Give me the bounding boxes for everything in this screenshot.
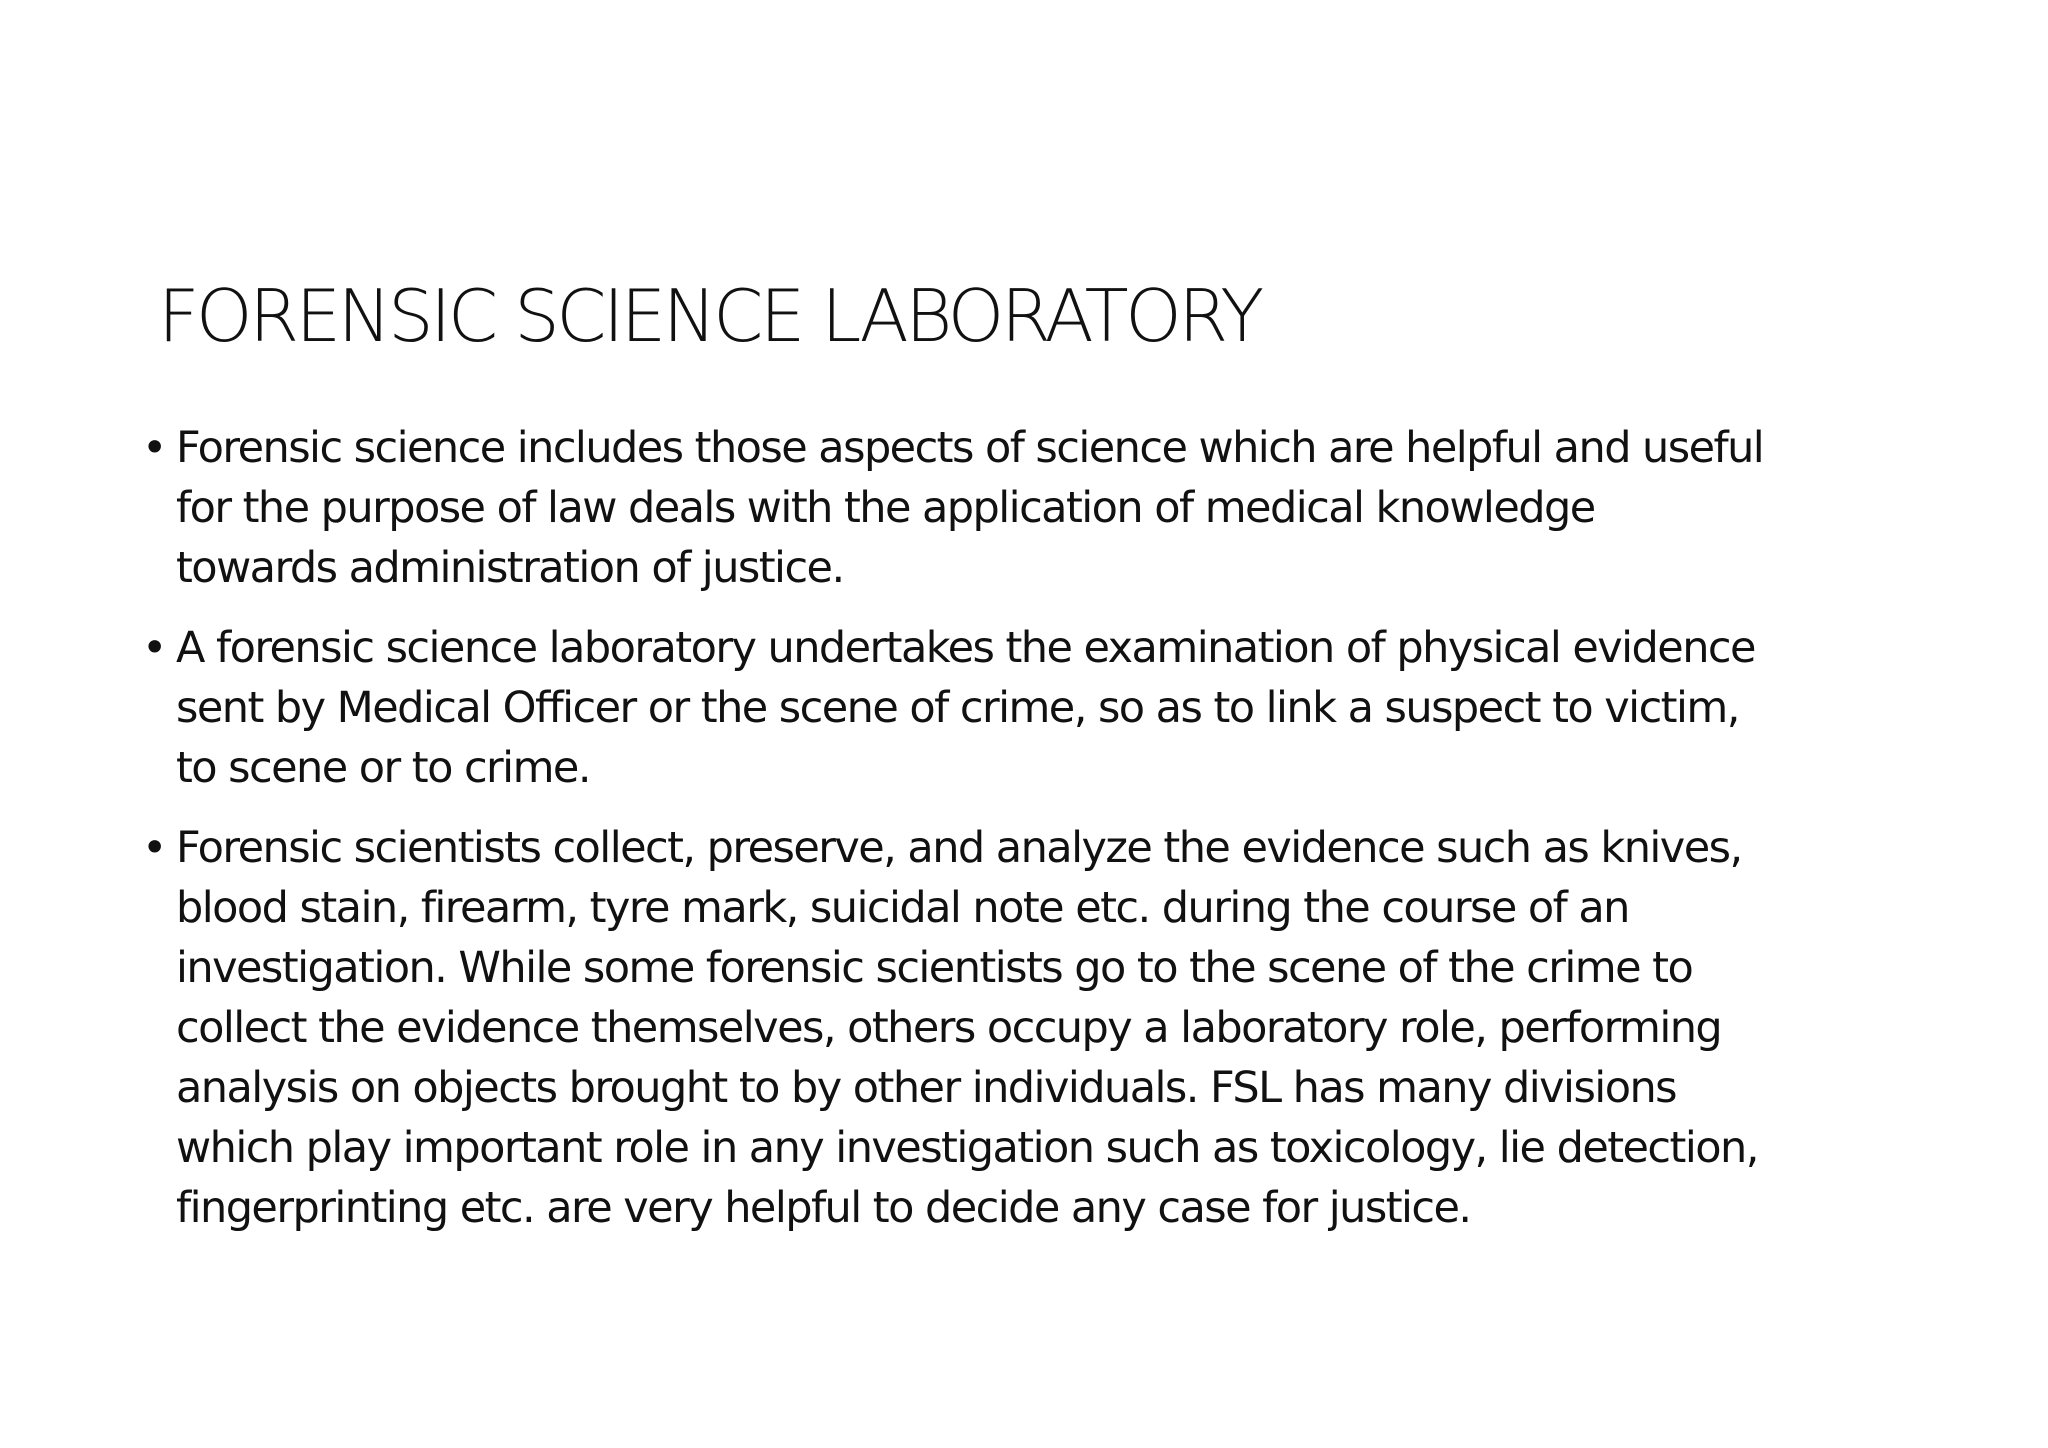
bullet-dot-icon: •	[142, 623, 166, 673]
bullet-item	[140, 618, 1990, 798]
bullet-dot-icon: •	[142, 823, 166, 873]
bullet-item	[140, 418, 1990, 598]
bullet-item	[140, 818, 1990, 1238]
bullet-text-line: sent by Medical Officer or the scene of crime, so as to link a suspect to victim,	[176, 683, 1739, 733]
bullet-text-line: Forensic scientists collect, preserve, and analyze the evidence such as knives,	[176, 823, 1742, 873]
bullet-text-line: Forensic science includes those aspects of science which are helpful and useful	[176, 423, 1764, 473]
slide-title: FORENSIC SCIENCE LABORATORY	[158, 274, 1261, 358]
bullet-text-line: blood stain, firearm, tyre mark, suicidal note etc. during the course of an	[176, 883, 1629, 933]
bullet-text-line: A forensic science laboratory undertakes the examination of physical evidence	[176, 623, 1755, 673]
bullet-text-line: for the purpose of law deals with the application of medical knowledge	[176, 483, 1595, 533]
bullet-text-line: investigation. While some forensic scientists go to the scene of the crime to	[176, 943, 1693, 993]
bullet-dot-icon: •	[142, 423, 166, 473]
bullet-list	[140, 418, 1990, 1258]
bullet-text-line: analysis on objects brought to by other individuals. FSL has many divisions	[176, 1063, 1677, 1113]
bullet-text-line: which play important role in any investigation such as toxicology, lie detection,	[176, 1123, 1758, 1173]
bullet-text-line: towards administration of justice.	[176, 543, 844, 593]
bullet-text-line: fingerprinting etc. are very helpful to decide any case for justice.	[176, 1183, 1471, 1233]
bullet-text-line: to scene or to crime.	[176, 743, 590, 793]
bullet-text-line: collect the evidence themselves, others occupy a laboratory role, performing	[176, 1003, 1722, 1053]
